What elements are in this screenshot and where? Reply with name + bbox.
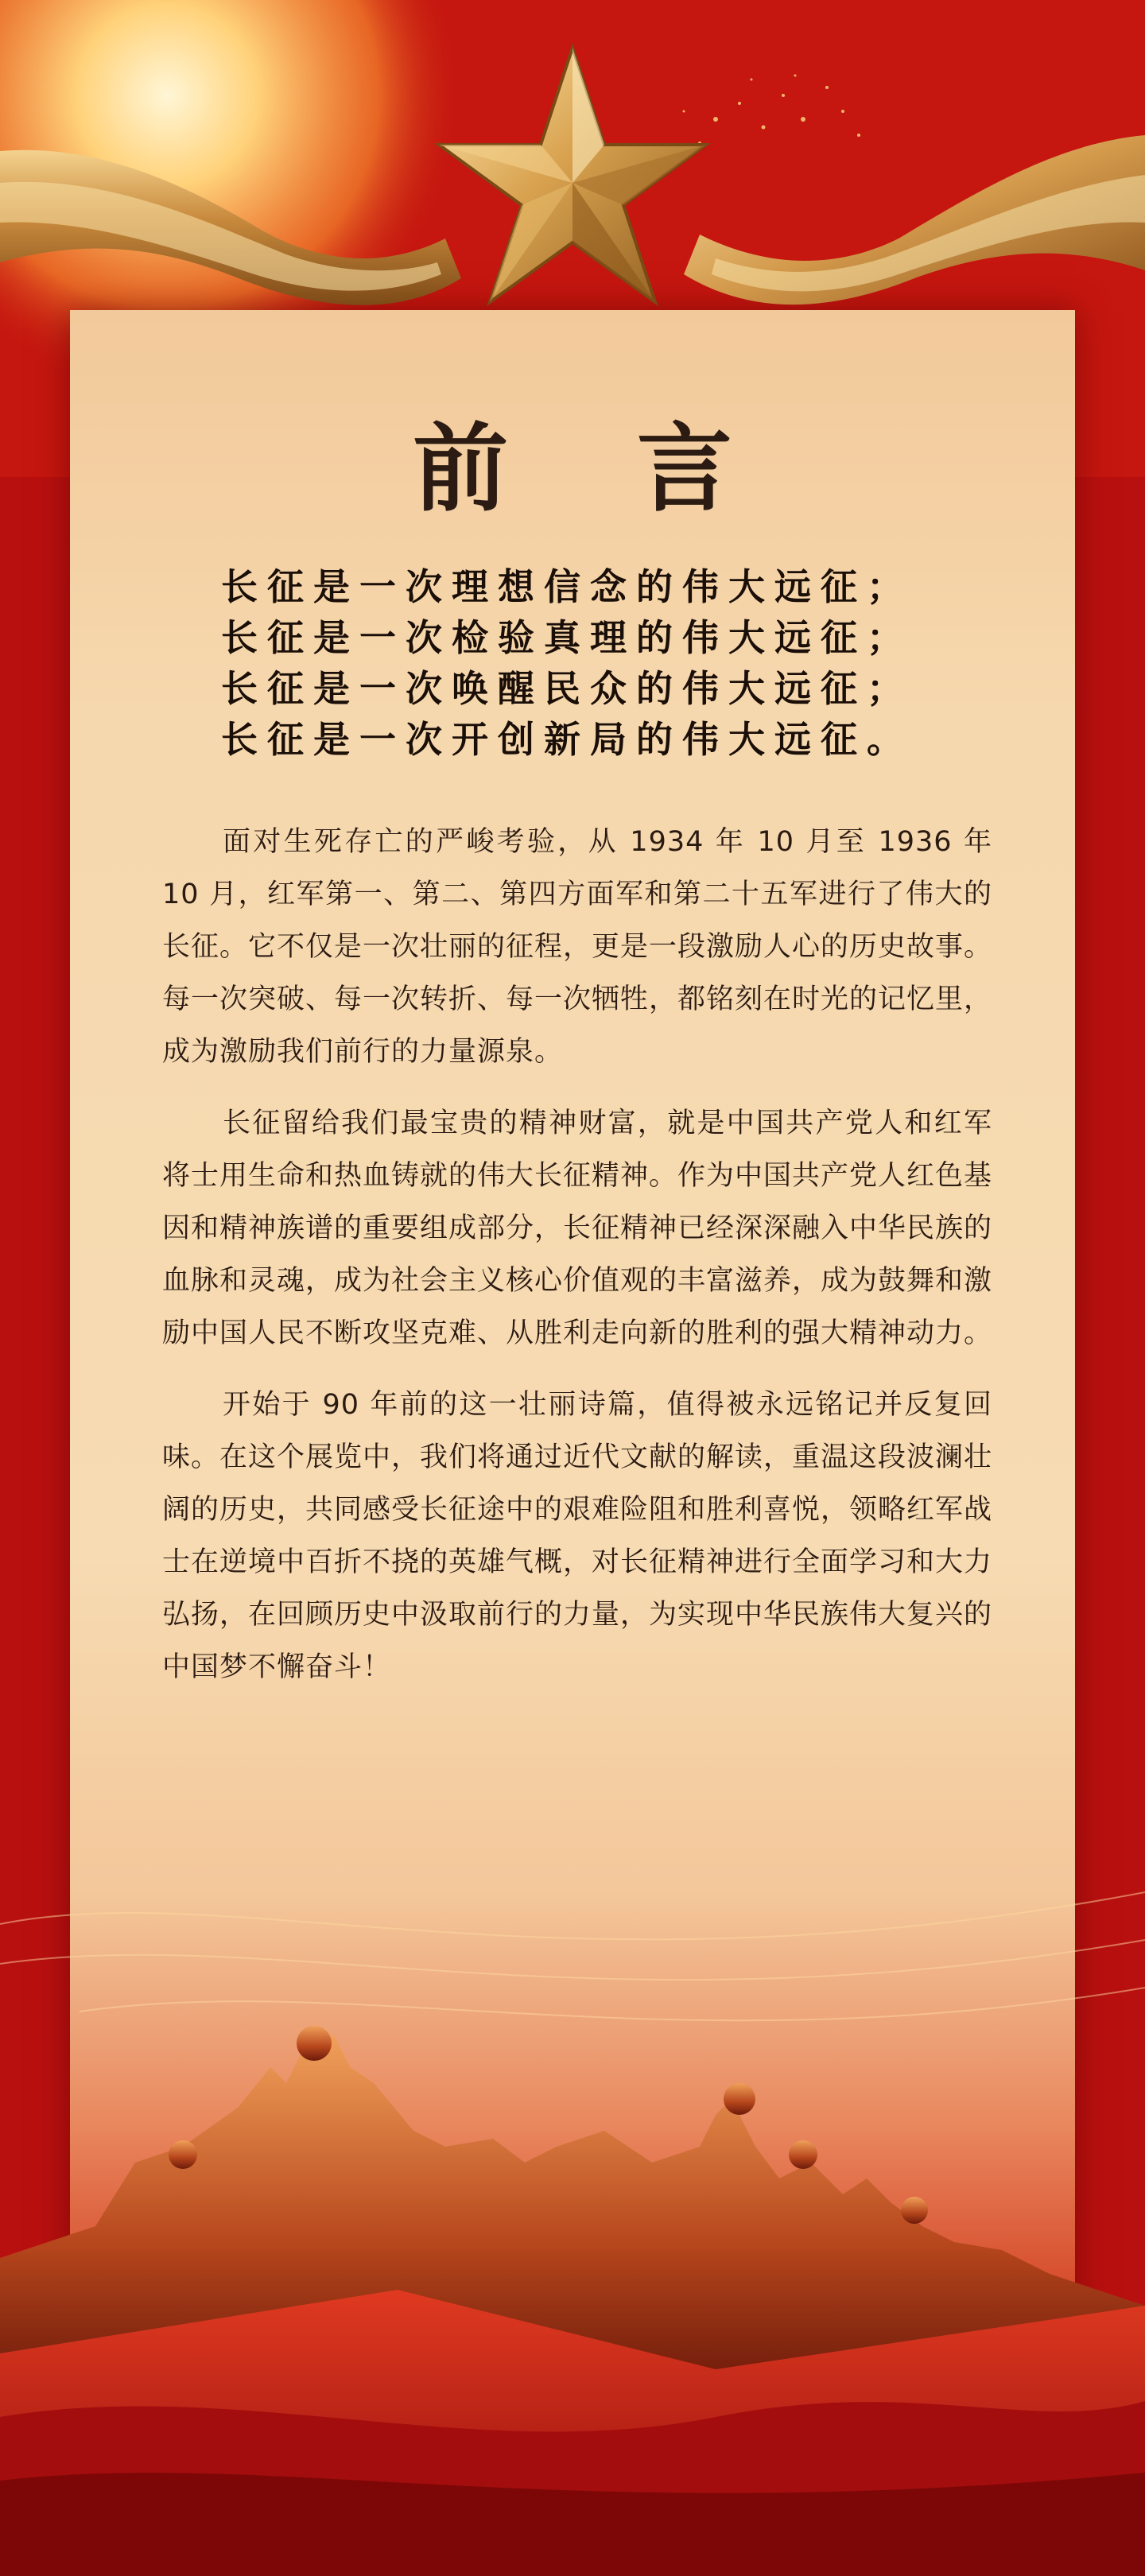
paragraph: 开始于 90 年前的这一壮丽诗篇，值得被永远铭记并反复回味。在这个展览中，我们将通过近代文献的解读，重温这段波澜壮阔的历史，共同感受长征途中的艰难险阻和胜利喜悦，领略红军战士在逆境中百折不挠的英雄气概，对长征精神进行全面学习和大力弘扬，在回顾历史中汲取前行的力量，为实现中华民族伟大复兴的中国梦不懈奋斗！ (162, 1389, 993, 1683)
slogan-line: 长征是一次理想信念的伟大远征； (221, 565, 913, 608)
body-text (162, 816, 992, 1713)
slogan-line: 长征是一次唤醒民众的伟大远征； (221, 667, 913, 710)
slogan-line: 长征是一次检验真理的伟大远征； (221, 616, 913, 659)
slogan-block (221, 561, 968, 765)
slogan-line: 长征是一次开创新局的伟大远征。 (221, 718, 913, 761)
gold-star-icon (439, 48, 706, 302)
page-title: 前 言 (413, 413, 780, 525)
paragraph: 面对生死存亡的严峻考验，从 1934 年 10 月至 1936 年 10 月，红军第一、第二、第四方面军和第二十五军进行了伟大的长征。它不仅是一次壮丽的征程，更是一段激励人心的历史故事。每一次突破、每一次转折、每一次牺牲，都铭刻在时光的记忆里，成为激励我们前行的力量源泉。 (162, 826, 993, 1068)
paragraph: 长征留给我们最宝贵的精神财富，就是中国共产党人和红军将士用生命和热血铸就的伟大长征精神。作为中国共产党人红色基因和精神族谱的重要组成部分，长征精神已经深深融入中华民族的血脉和灵魂，成为社会主义核心价值观的丰富滋养，成为鼓舞和激励中国人民不断攻坚克难、从胜利走向新的胜利的强大精神动力。 (162, 1108, 993, 1349)
